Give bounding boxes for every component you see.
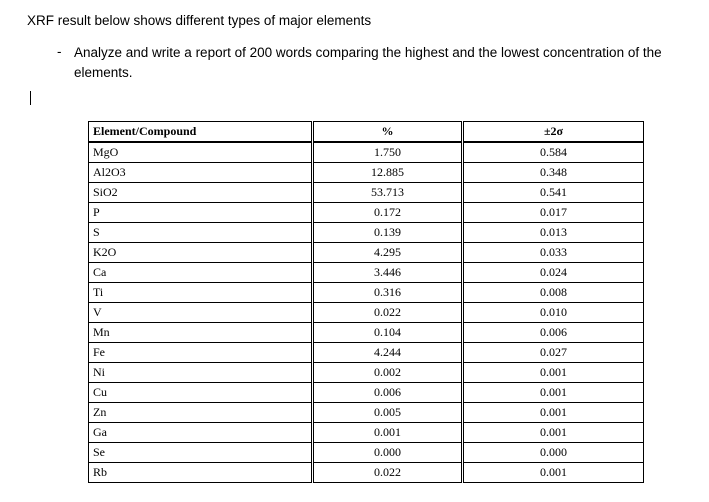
cell-element: Cu — [89, 383, 313, 403]
cell-element: SiO2 — [89, 183, 313, 203]
table-row — [89, 183, 644, 203]
table-row — [89, 263, 644, 283]
table-row — [89, 303, 644, 323]
table-row — [89, 343, 644, 363]
cell-sigma: 0.541 — [463, 183, 644, 203]
cell-percent: 53.713 — [313, 183, 463, 203]
cell-sigma: 0.001 — [463, 403, 644, 423]
bullet-marker: - — [57, 44, 62, 59]
cell-element: Mn — [89, 323, 313, 343]
cell-sigma: 0.024 — [463, 263, 644, 283]
bullet-instruction: Analyze and write a report of 200 words comparing the highest and the lowest concentration of the elements. — [74, 45, 662, 80]
cell-sigma: 0.001 — [463, 383, 644, 403]
table-row — [89, 423, 644, 443]
cell-element: Ni — [89, 363, 313, 383]
cell-percent: 3.446 — [313, 263, 463, 283]
cell-element: Zn — [89, 403, 313, 423]
document-heading: XRF result below shows different types of major elements — [27, 13, 372, 28]
table-row — [89, 463, 644, 483]
cell-sigma: 0.001 — [463, 463, 644, 483]
table-row — [89, 383, 644, 403]
cell-sigma: 0.013 — [463, 223, 644, 243]
table-row — [89, 223, 644, 243]
cell-sigma: 0.348 — [463, 163, 644, 183]
cell-sigma: 0.001 — [463, 423, 644, 443]
cell-percent: 0.000 — [313, 443, 463, 463]
cell-element: Ca — [89, 263, 313, 283]
cell-percent: 0.172 — [313, 203, 463, 223]
cell-element: Ti — [89, 283, 313, 303]
cell-percent: 4.244 — [313, 343, 463, 363]
cell-percent: 0.022 — [313, 303, 463, 323]
cell-sigma: 0.010 — [463, 303, 644, 323]
cell-percent: 0.002 — [313, 363, 463, 383]
cell-sigma: 0.033 — [463, 243, 644, 263]
table-header-row — [89, 122, 644, 143]
table-row — [89, 243, 644, 263]
cell-element: Se — [89, 443, 313, 463]
xrf-results-table-container — [88, 121, 643, 483]
table-row — [89, 403, 644, 423]
cell-element: Rb — [89, 463, 313, 483]
table-row — [89, 163, 644, 183]
cell-element: MgO — [89, 142, 313, 163]
cell-sigma: 0.001 — [463, 363, 644, 383]
cell-sigma: 0.017 — [463, 203, 644, 223]
cell-percent: 0.022 — [313, 463, 463, 483]
cell-percent: 0.104 — [313, 323, 463, 343]
cell-percent: 12.885 — [313, 163, 463, 183]
table-row — [89, 323, 644, 343]
header-element: Element/Compound — [89, 122, 313, 143]
cell-percent: 0.005 — [313, 403, 463, 423]
cell-element: Fe — [89, 343, 313, 363]
cell-percent: 0.139 — [313, 223, 463, 243]
cell-element: V — [89, 303, 313, 323]
text-cursor[interactable] — [30, 91, 31, 105]
cell-percent: 0.006 — [313, 383, 463, 403]
cell-element: P — [89, 203, 313, 223]
cell-percent: 0.316 — [313, 283, 463, 303]
xrf-results-table — [88, 121, 644, 483]
cell-sigma: 0.584 — [463, 142, 644, 163]
header-percent: % — [313, 122, 463, 143]
cell-sigma: 0.006 — [463, 323, 644, 343]
cell-element: K2O — [89, 243, 313, 263]
table-row — [89, 283, 644, 303]
header-sigma: ±2σ — [463, 122, 644, 143]
cell-sigma: 0.000 — [463, 443, 644, 463]
cell-percent: 4.295 — [313, 243, 463, 263]
table-row — [89, 203, 644, 223]
cell-percent: 1.750 — [313, 142, 463, 163]
table-row — [89, 142, 644, 163]
table-row — [89, 443, 644, 463]
cell-element: Al2O3 — [89, 163, 313, 183]
cell-sigma: 0.027 — [463, 343, 644, 363]
cell-percent: 0.001 — [313, 423, 463, 443]
table-row — [89, 363, 644, 383]
cell-element: S — [89, 223, 313, 243]
cell-sigma: 0.008 — [463, 283, 644, 303]
cell-element: Ga — [89, 423, 313, 443]
